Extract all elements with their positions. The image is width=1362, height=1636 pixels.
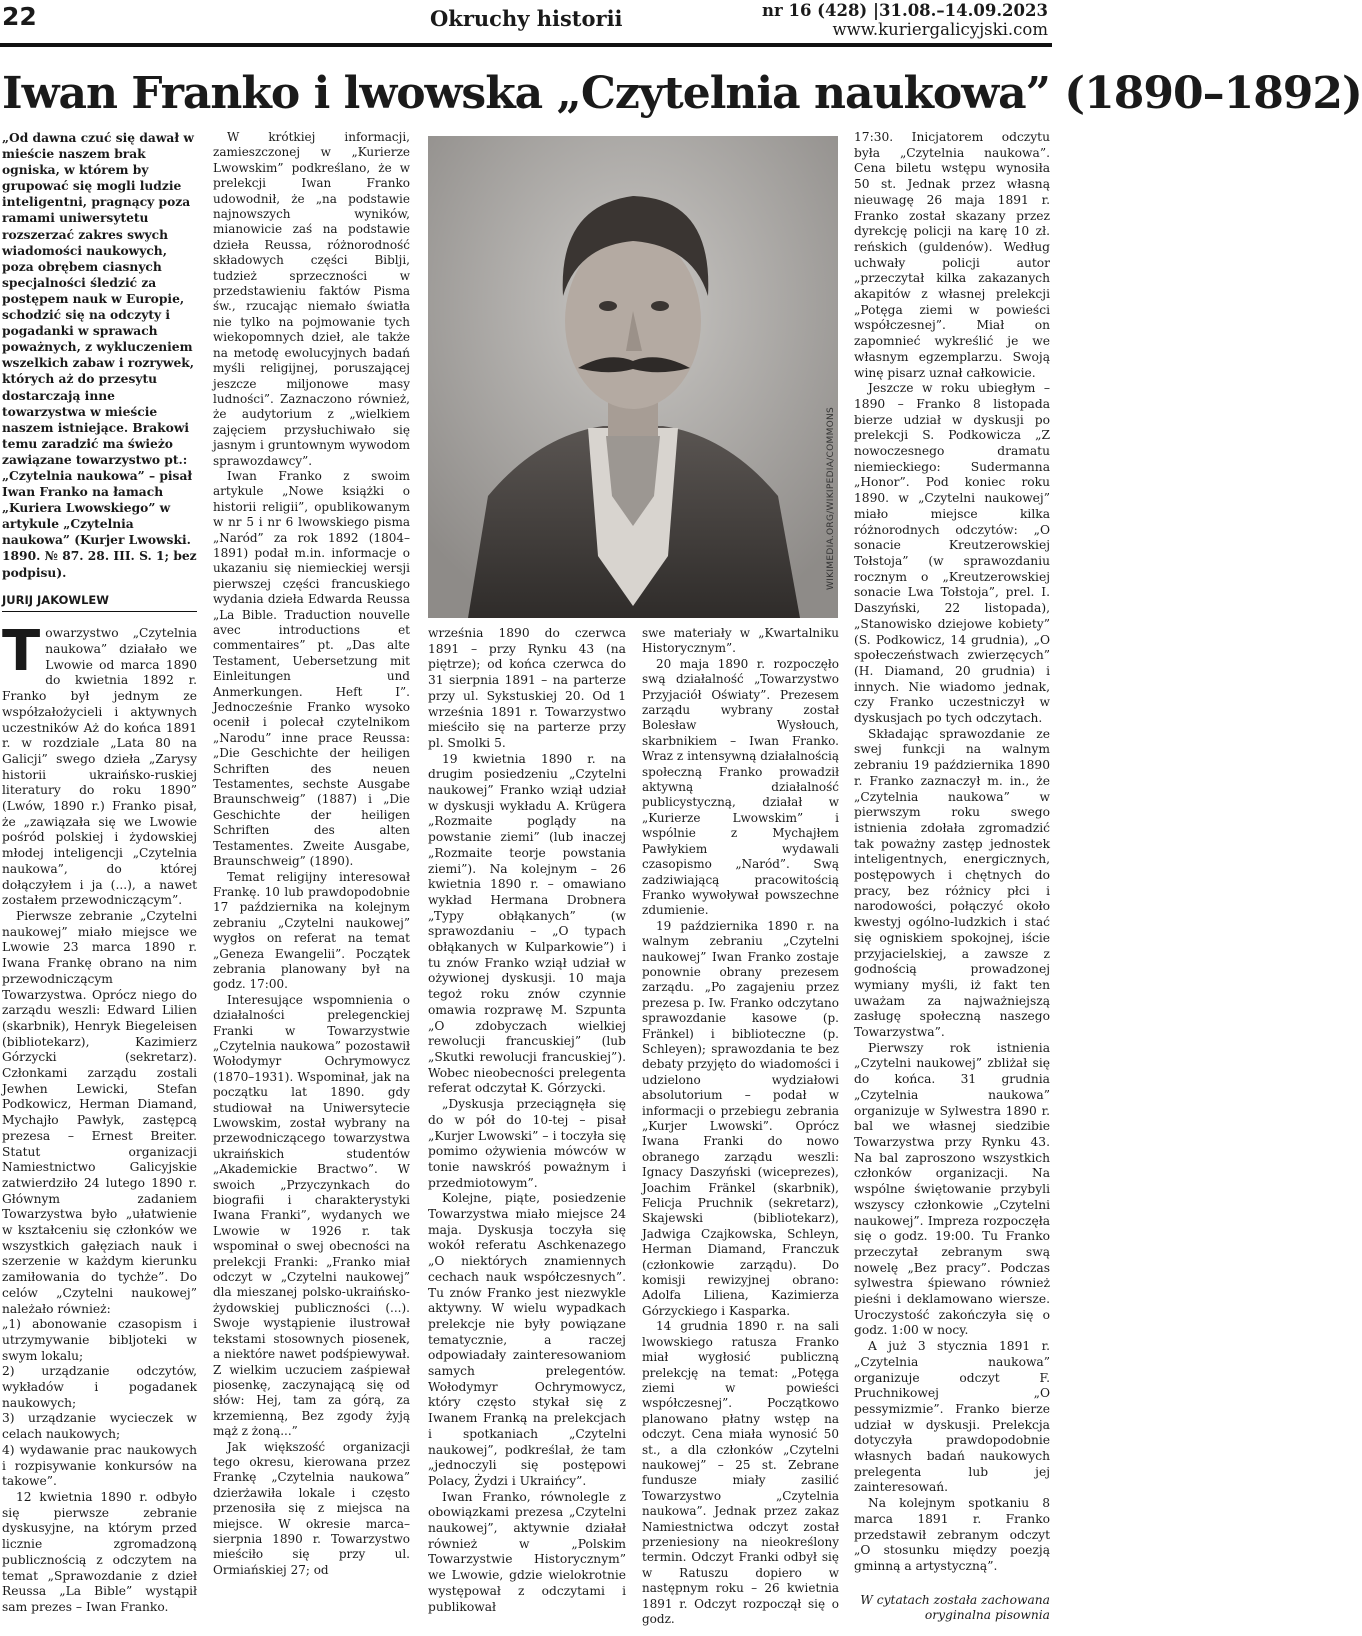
paragraph: września 1890 do czerwca 1891 – przy Rynku 43 (na piętrze); od końca czerwca do 31 sierpnia 1891 – na parterze przy ul. Sykstuskiej 20. Od 1 września 1891 r. Towarzystwo mieściło się na parterze przy pl. Smolki 5. — [428, 626, 626, 750]
lead-quote: „Od dawna czuć się dawał w mieście naszem brak ogniska, w którem by grupować się mogli ludzie inteligentni, pragnący poza ramami uniwersytetu rozszerzać zakres swych wiadomości naukowych, poza obrębem ciasnych specjalności śledzić za postępem nauk w Europie, schodzić się na odczyty i pogadanki w sprawach poważnych, z wykluczeniem wszelkich zabaw i rozrywek, których aż do przesytu dostarczają inne towarzystwa w mieście naszem istniejące. Brakowi temu zaradzić ma świeżo zawiązane towarzystwo pt.: „Czytelnia naukowa” – pisał Iwan Franko na łamach „Kuriera Lwowskiego” w artykule „Czytelnia naukowa” (Kurjer Lwowski. 1890. № 87. 28. III. S. 1; bez podpisu). — [2, 130, 197, 580]
paragraph: W krótkiej informacji, zamieszczonej w „Kurierze Lwowskim” podkreślano, że w prelekcji Iwan Franko udowodnił, że „na podstawie najnowszych wyników, mianowicie zaś na podstawie dzieła Reussa, różnorodność składowych części Biblji, tudzież sprzeczności w przedstawieniu faktów Pisma św., rzucając niemało światła nie tylko na pojmowanie tych wiekopomnych dzieł, ale także na metodę ewolucyjnych badań myśli religijnej, poruszającej jeszcze miljonowe masy ludności”. Zaznaczono również, że audytorium z „wielkiem zajęciem przysłuchiwało się jasnym i gruntownym wywodom sprawozdawcy”. — [213, 130, 410, 468]
paragraph: 17:30. Inicjatorem odczytu była „Czytelnia naukowa”. Cena biletu wstępu wynosiła 50 st. Jednak przez własną nieuwagę 26 maja 1891 r. Franko został skazany przez dyrekcję policji na karę 10 zł. reńskich (guldenów). Według uchwały policji autor „przeczytał kilka zakazanych akapitów z własnej prelekcji „Potęga ziemi w powieści współczesnej”. Miał on zapomnieć wykreślić je we własnym egzemplarzu. Swoją winę pisarz uznał całkowicie. — [854, 130, 1050, 380]
footnote: W cytatach została zachowana oryginalna pisownia — [860, 1592, 1050, 1623]
portrait-photo — [428, 136, 838, 618]
portrait-illustration — [428, 136, 838, 618]
column-1 — [2, 130, 197, 1616]
issue-info — [762, 1, 1048, 39]
author-byline: JURIJ JAKOWLEW — [2, 593, 197, 613]
article-headline: Iwan Franko i lwowska „Czytelnia naukowa” (1890–1892) — [2, 68, 1362, 119]
column-3 — [428, 626, 626, 1615]
paragraph: Pierwszy rok istnienia „Czytelni naukowej” zbliżał się do końca. 31 grudnia „Czytelnia naukowa” organizuje w Sylwestra 1890 r. bal we własnej siedzibie Towarzystwa przy Rynku 43. Na bal zaproszono wszystkich członków organizacji. Na wspólne świętowanie przybyli wszyscy członkowie „Czytelni naukowej”. Impreza rozpoczęła się o godz. 19:00. Tu Franko przeczytał zebranym swą nowelę „Bez pracy”. Podczas sylwestra śpiewano również pieśni i deklamowano wiersze. Uroczystość zakończyła się o godz. 1:00 w nocy. — [854, 1040, 1050, 1338]
paragraph: swe materiały w „Kwartalniku Historycznym”. — [642, 626, 839, 656]
page-number: 22 — [2, 2, 37, 31]
paragraph: Iwan Franko z swoim artykule „Nowe książki o historii religii”, opublikowanym w nr 5 i nr 6 lwowskiego pisma „Naród” za rok 1892 (1804–1891) podał m.in. informacje o ukazaniu się niemieckiej wersji pierwszej części francuskiego wydania dzieła Edwarda Reussa „La Bible. Traduction nouvelle avec introductions et commentaires” pt. „Das alte Testament, Uebersetzung mit Einleitungen und Anmerkungen. Heft I”. Jednocześnie Franko wysoko ocenił i polecał czytelnikom „Narodu” inne prace Reussa: „Die Geschichte der heiligen Schriften des neuen Testamentes, sechste Ausgabe Braunschweig” (1887) i „Die Geschichte der heiligen Schriften des alten Testamentes. Zweite Ausgabe, Braunschweig” (1890). — [213, 468, 410, 869]
paragraph: Na kolejnym spotkaniu 8 marca 1891 r. Franko przedstawił zebranym odczyt „O stosunku między poezją gminną a artystyczną”. — [854, 1496, 1050, 1573]
paragraph — [2, 619, 197, 909]
section-title: Okruchy historii — [430, 6, 623, 31]
paragraph: 19 kwietnia 1890 r. na drugim posiedzeniu „Czytelni naukowej” Franko wziął udział w dyskusji wykładu A. Krügera „Rozmaite poglądy na powstanie ziemi” (lub inaczej „Rozmaite teorje powstania ziemi”). Na kolejnym – 26 kwietnia 1890 r. – omawiano wykład Hermana Drobnera „Typy obłąkanych” (w sprawozdaniu – „O typach obłąkanych w Kulparkowie”) i tu znów Franko wziął udział w ożywionej dyskusji. 10 maja tegoż roku znów czynnie omawia rozprawę M. Szpunta „O zdobyczach wielkiej rewolucji francuskiej” (lub „Skutki rewolucji francuskiej”). Wobec nieobecności prelegenta referat odczytał K. Górzycki. — [428, 751, 626, 1096]
paragraph-text: owarzystwo „Czytelnia naukowa” działało we Lwowie od marca 1890 do kwietnia 1892 r. Franko był jednym ze współzałożycieli i aktywnych uczestników Aż do końca 1891 r. w rozdziale „Lata 80 na Galicji” swego dzieła „Zarysy historii ukraińsko-ruskiej literatury do roku 1890” (Lwów, 1890 r.) Franko pisał, że „zawiązała się we Lwowie pośród polskiej i żydowskiej młodej inteligencji „Czytelnia naukowa”, do której dołączyłem i ja (...), a nawet zostałem przewodniczącym”. — [2, 626, 197, 908]
website-link[interactable]: www.kuriergalicyjski.com — [832, 20, 1048, 39]
page-header — [0, 0, 1052, 48]
paragraph: Iwan Franko, równolegle z obowiązkami prezesa „Czytelni naukowej”, aktywnie działał również w „Polskim Towarzystwie Historycznym” we Lwowie, gdzie wielokrotnie występował z odczytami i publikował — [428, 1489, 626, 1614]
list-item: „1) abonowanie czasopism i utrzymywanie bibljoteki w swym lokalu; — [2, 1317, 197, 1363]
paragraph: Jak większość organizacji tego okresu, kierowana przez Frankę „Czytelnia naukowa” dzierżawiła lokale i często przenosiła się z miejsca na miejsce. W okresie marca–sierpnia 1890 r. Towarzystwo mieściło się przy ul. Ormiańskiej 27; od — [213, 1439, 410, 1577]
paragraph: Temat religijny interesował Frankę. 10 lub prawdopodobnie 17 października na kolejnym zebraniu „Czytelni naukowej” wygłos on referat na temat „Geneza Ewangelii”. Początek zebrania planowany był na godz. 17:00. — [213, 869, 410, 992]
list-item: 4) wydawanie prac naukowych i rozpisywanie konkursów na takowe”. — [2, 1442, 197, 1489]
header-rule — [0, 43, 1052, 47]
paragraph: 12 kwietnia 1890 r. odbyło się pierwsze zebranie dyskusyjne, na którym przed licznie zgromadzoną publicznością z odczytem na temat „Sprawozdanie z dzieł Reussa „La Bible” wystąpił sam prezes – Iwan Franko. — [2, 1490, 197, 1614]
paragraph: Jeszcze w roku ubiegłym – 1890 – Franko 8 listopada bierze udział w dyskusji po prelekcji S. Podkowicza „Z nowoczesnego dramatu niemieckiego: Sudermanna „Honor”. Pod koniec roku 1890. w „Czytelni naukowej” miało miejsce kilka różnorodnych odczytów: „O sonacie Kreutzerowskiej Tołstoja” (w sprawozdaniu rocznym o „Kreutzerowskiej sonacie Lwa Tołstoja”, prel. I. Daszyński, 22 listopada), „Stanowisko dziejowe kobiety” (S. Podkowicz, 14 grudnia), „O społeczeństwach zwierzęcych” (H. Diamand, 20 grudnia) i innych. Nie wiadomo jednak, czy Franko uczestniczył w dyskusjach po tych odczytach. — [854, 381, 1050, 726]
paragraph: Kolejne, piąte, posiedzenie Towarzystwa miało miejsce 24 maja. Dyskusja toczyła się wokół referatu Aschkenazego „O niektórych znamiennych cechach nauk współczesnych”. Tu znów Franko jest niezwykle aktywny. W wielu wypadkach prelekcje nie były powiązane tematycznie, a raczej odpowiadały zainteresowaniom samych prelegentów. Wołodymyr Ochrymowycz, który często stykał się z Iwanem Franką na prelekcjach i spotkaniach „Czytelni naukowej”, podkreślał, że tam „jednoczyli się postępowi Polacy, Żydzi i Ukraińcy”. — [428, 1191, 626, 1488]
paragraph: A już 3 stycznia 1891 r. „Czytelnia naukowa” organizuje odczyt F. Pruchnikowej „O pessymizmie”. Franko bierze udział w dyskusji. Prelekcja dotyczyła prawdopodobnie własnych badań naukowych prelegenta lub jej zainteresowań. — [854, 1339, 1050, 1495]
paragraph: Interesujące wspomnienia o działalności prelegenckiej Franki w Towarzystwie „Czytelnia naukowa” pozostawił Wołodymyr Ochrymowycz (1870–1931). Wspominał, jak na początku lat 1890. gdy studiował na Uniwersytecie Lwowskim, został wybrany na przewodniczącego towarzystwa ukraińskich studentów „Akademickie Bractwo”. W swoich „Przyczynkach do biografii i charakterystyki Iwana Franki”, wydanych we Lwowie w 1926 r. tak wspominał o swej obecności na prelekcji Franki: „Franko miał odczyt w „Czytelni naukowej” dla mieszanej polsko-ukraińsko-żydowskiej publiczności (...). Swoje wystąpienie ilustrował tekstami stosownych piosenek, a niektóre nawet podśpiewywał. Z wielkim uczuciem zaśpiewał piosenkę, zaczynającą się od słów: Hej, tam za górą, za krzemienną, Bez zgody żyją mąż z żoną...” — [213, 992, 410, 1439]
list-item: 2) urządzanie odczytów, wykładów i pogadanek naukowych; — [2, 1364, 197, 1410]
issue-number: nr 16 (428) |31.08.–14.09.2023 — [762, 1, 1048, 20]
paragraph: „Dyskusja przeciągnęła się do w pół do 10-tej – pisał „Kurjer Lwowski” – i toczyła się pomimo ożywienia mówców w tonie nawskróś poważnym i przedmiotowym”. — [428, 1097, 626, 1190]
column-2 — [213, 130, 410, 1578]
column-4 — [642, 626, 839, 1627]
paragraph: 14 grudnia 1890 r. na sali lwowskiego ratusza Franko miał wygłosić publiczną prelekcję na temat: „Potęga ziemi w powieści współczesnej”. Początkowo planowano płatny wstęp na odczyt. Cena miała wynosić 50 st., a dla członków „Czytelni naukowej” – 25 st. Zebrane fundusze miały zasilić Towarzystwo „Czytelnia naukowa”. Jednak przez zakaz Namiestnictwa odczyt został przeniesiony na nieokreślony termin. Odczyt Franki odbył się w Ratuszu dopiero w następnym roku – 26 kwietnia 1891 r. Odczyt rozpoczął się o godz. — [642, 1319, 839, 1626]
paragraph: Pierwsze zebranie „Czytelni naukowej” miało miejsce we Lwowie 23 marca 1890 r. Iwana Frankę obrano na nim przewodniczącym Towarzystwa. Oprócz niego do zarządu weszli: Edward Lilien (skarbnik), Henryk Biegeleisen (bibliotekarz), Kazimierz Górzycki (sekretarz). Członkami zarządu zostali Jewhen Lewicki, Stefan Podkowicz, Herman Diamand, Mychajło Pawłyk, zastępcą prezesa – Ernest Breiter. Statut organizacji Namiestnictwo Galicyjskie zatwierdziło 24 lutego 1890 r. Głównym zadaniem Towarzystwa było „ułatwienie w kształceniu się członków we wszystkich gałęziach nauk i szerzenie w każdym kierunku zamiłowania do tychże”. Do celów „Czytelni naukowej” należało również: — [2, 908, 197, 1316]
paragraph: 20 maja 1890 r. rozpoczęło swą działalność „Towarzystwo Przyjaciół Oświaty”. Prezesem zarządu wybrany został Bolesław Wysłouch, skarbnikiem – Iwan Franko. Wraz z intensywną działalnością społeczną Franko prowadził aktywną działalność publicystyczną, działał w „Kurierze Lwowskim” i wspólnie z Mychajłem Pawłykiem wydawali czasopismo „Naród”. Swą zadziwiającą pracowitością Franko wywoływał powszechne zdumienie. — [642, 656, 839, 918]
photo-credit: WIKIMEDIA.ORG/WIKIPEDIA/COMMONS — [826, 406, 836, 590]
column-5 — [854, 130, 1050, 1624]
list-item: 3) urządzanie wycieczek w celach naukowych; — [2, 1411, 197, 1442]
paragraph: 19 października 1890 r. na walnym zebraniu „Czytelni naukowej” Iwan Franko zostaje ponownie obrany prezesem zarządu. „Po zagajeniu przez prezesa p. Iw. Franko odczytano sprawozdanie kasowe (p. Fränkel) i biblioteczne (p. Schleyen); sprawozdania te bez debaty przyjęto do wiadomości i udzielono wydziałowi absolutorium – podał w informacji o przebiegu zebrania „Kurjer Lwowski”. Oprócz Iwana Franki do nowo obranego zarządu weszli: Ignacy Daszyński (wiceprezes), Joachim Fränkel (skarbnik), Felicja Pruchnik (sekretarz), Skajewski (bibliotekarz), Jadwiga Czajkowska, Schleyn, Herman Diamand, Franczuk (członkowie zarządu). Do komisji rewizyjnej obrano: Adolfa Liliena, Kazimierza Górzyckiego i Kasparka. — [642, 918, 839, 1318]
drop-cap: T — [2, 619, 41, 685]
paragraph: Składając sprawozdanie ze swej funkcji na walnym zebraniu 19 października 1890 r. Franko zaznaczył m. in., że „Czytelnia naukowa” w pierwszym roku swego istnienia zdołała zgromadzić tak poważny zastęp jednostek inteligentnych, energicznych, postępowych i chętnych do pracy, bez różnicy płci i narodowości, połączyć około kwestyj ogólno-ludzkich i stać się ogniskiem spokojnej, iście przyjacielskiej, a zawsze z godnością prowadzonej wymiany myśli, iż fakt ten uważam za najważniejszą zasługę społeczną naszego Towarzystwa”. — [854, 726, 1050, 1040]
